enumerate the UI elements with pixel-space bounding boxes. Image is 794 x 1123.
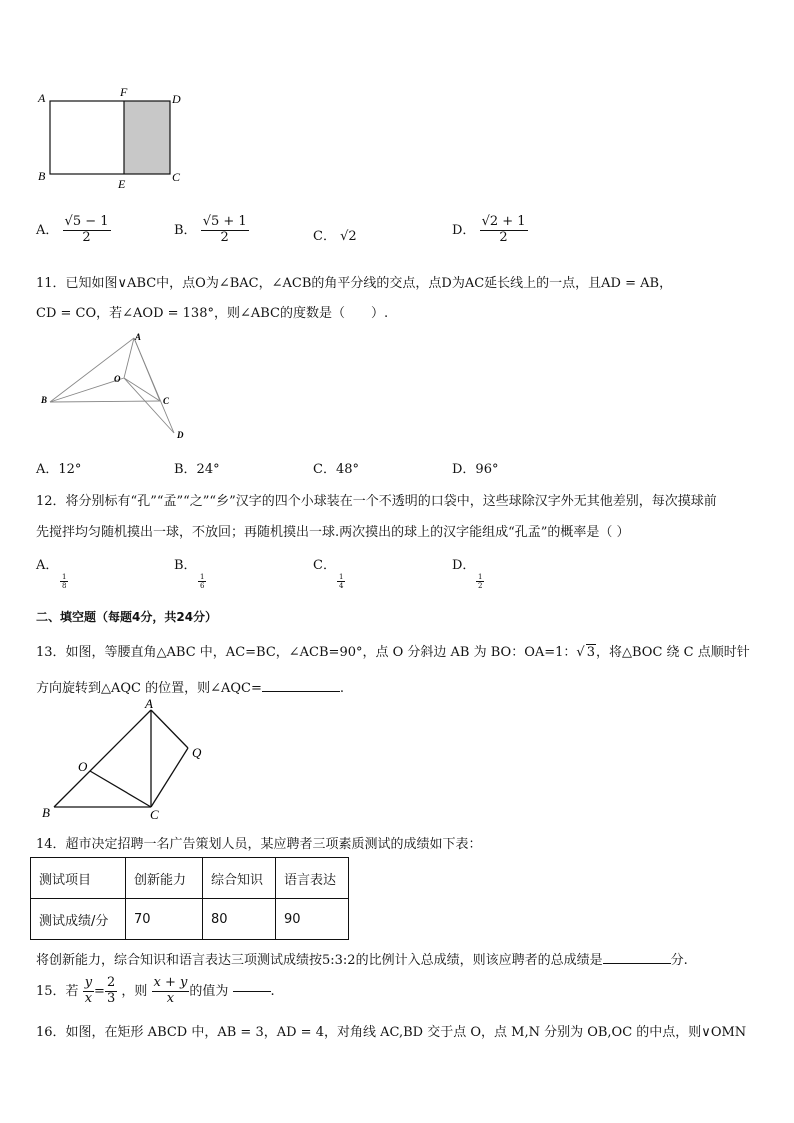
q14-intro: 14．超市决定招聘一名广告策划人员，某应聘者三项素质测试的成绩如下表：: [36, 837, 482, 852]
table-cell: 70: [126, 899, 203, 940]
table-cell: 测试项目: [31, 858, 126, 899]
q13-text: 方向旋转到△AQC 的位置，则∠AQC=: [36, 681, 262, 696]
option-label: A．: [36, 222, 59, 238]
table-cell: 90: [276, 899, 349, 940]
label-c: C: [163, 396, 170, 406]
q13-text-a: 13．如图，等腰直角△ABC 中，AC=BC，∠ACB=90°，点 O 分斜边 AB 为 BO：OA=1：: [36, 645, 577, 660]
q11-option-a[interactable]: A．12°: [36, 462, 82, 477]
q10-option-c[interactable]: [313, 225, 357, 244]
q15-end: .: [270, 983, 275, 999]
label-b: B: [42, 805, 50, 820]
fraction-numerator: √5 − 1: [64, 214, 109, 229]
segment-qc: [151, 748, 188, 807]
q11-option-c[interactable]: C．48°: [313, 462, 359, 477]
table-header-row: [31, 858, 349, 899]
segment-ba: [50, 338, 134, 402]
q13-figure: [38, 698, 218, 820]
label-e: E: [118, 177, 126, 191]
table-cell: 语言表达: [276, 858, 349, 899]
table-cell: 创新能力: [126, 858, 203, 899]
table-cell: 测试成绩/分: [31, 899, 126, 940]
fraction-denominator: 6: [200, 582, 205, 591]
table-row: [31, 899, 349, 940]
q13-line-2: [36, 677, 344, 696]
fraction-denominator: 2: [82, 229, 91, 245]
fraction-numerator: 1: [339, 573, 344, 581]
fraction-denominator: x: [166, 990, 175, 1006]
segment-bc: [50, 401, 160, 402]
fraction-numerator: 1: [200, 573, 205, 581]
q10-figure: [34, 84, 194, 194]
fraction-numerator: √2 + 1: [481, 214, 526, 229]
q15-prefix: 15．若: [36, 983, 79, 999]
q12-line-2: 先搅拌均匀随机摸出一球，不放回；再随机摸出一球.两次摸出的球上的汉字能组成“孔孟”的概率是（ ）: [36, 525, 630, 540]
label-d: D: [172, 92, 181, 106]
q12-line-1: 12．将分别标有“孔”“孟”“之”“乡”汉字的四个小球装在一个不透明的口袋中，这些球除汉字外无其他差别，每次摸球前: [36, 494, 717, 509]
label-b: B: [41, 395, 48, 405]
q15-mid: ，则: [121, 983, 148, 999]
fraction-denominator: x: [84, 990, 93, 1006]
fraction-denominator: 4: [339, 582, 344, 591]
q11-line-1: 11．已知如图∨ABC中，点O为∠BAC，∠ACB的角平分线的交点，点D为AC延长线上的一点，且AD = AB，: [36, 276, 673, 291]
q14-end: 分.: [670, 953, 688, 968]
q12-option-c[interactable]: [313, 554, 345, 590]
label-c: C: [172, 170, 181, 184]
q14-text: 将创新能力，综合知识和语言表达三项测试成绩按5:3:2的比例计入总成绩，则该应聘者的总成绩是: [36, 953, 603, 968]
q10-option-d[interactable]: [452, 215, 528, 246]
shaded-rectangle-fedc: [124, 101, 170, 174]
fraction-numerator: x + y: [153, 975, 188, 990]
fraction-numerator: √5 + 1: [202, 214, 247, 229]
label-o: O: [114, 374, 121, 384]
q10-option-b[interactable]: [174, 215, 249, 246]
segment-bo: [50, 378, 124, 402]
scores-table: [30, 857, 349, 940]
option-value: √2: [340, 229, 357, 244]
equals-sign: =: [94, 983, 105, 999]
label-a: A: [38, 91, 46, 105]
sqrt-radicand: 3: [586, 645, 595, 660]
q13-text-b: ，将△BOC 绕 C 点顺时针: [596, 645, 750, 660]
sqrt-sign: √: [576, 645, 585, 660]
fraction-denominator: 8: [62, 582, 67, 591]
option-label: D．: [452, 222, 476, 238]
label-c: C: [150, 807, 159, 820]
option-label: C．: [313, 558, 336, 573]
q11-figure: [36, 328, 196, 446]
fraction-denominator: 3: [106, 990, 116, 1006]
option-label: A．: [36, 558, 59, 573]
label-d: D: [177, 430, 184, 440]
fraction-denominator: 2: [220, 229, 229, 245]
fraction-denominator: 2: [499, 229, 508, 245]
fraction-numerator: 1: [62, 573, 67, 581]
segment-oc: [90, 771, 151, 807]
q10-option-a[interactable]: [36, 215, 111, 246]
q12-option-a[interactable]: [36, 554, 68, 590]
label-a: A: [145, 698, 153, 711]
q11-line-2: CD = CO，若∠AOD = 138°，则∠ABC的度数是（ ）.: [36, 306, 389, 321]
q16-line: 16．如图，在矩形 ABCD 中，AB = 3，AD = 4，对角线 AC,BD 交于点 O，点 M,N 分别为 OB,OC 的中点，则∨OMN: [36, 1025, 747, 1040]
section-heading-fill-in: 二、填空题（每题4分，共24分）: [36, 610, 218, 624]
label-o: O: [78, 759, 88, 774]
answer-blank[interactable]: [262, 691, 340, 692]
answer-blank[interactable]: [603, 963, 671, 964]
fraction-denominator: 2: [478, 582, 483, 591]
table-cell: 综合知识: [203, 858, 276, 899]
segment-ba: [54, 710, 151, 807]
q12-option-d[interactable]: [452, 554, 484, 590]
answer-blank[interactable]: [233, 991, 271, 992]
segment-aq: [151, 710, 188, 748]
option-label: D．: [452, 558, 476, 573]
q11-option-d[interactable]: D．96°: [452, 462, 499, 477]
table-cell: 80: [203, 899, 276, 940]
label-f: F: [120, 85, 128, 99]
fraction-numerator: y: [84, 975, 93, 990]
label-b: B: [38, 169, 46, 183]
q14-after: [36, 949, 688, 968]
q13-line-1: [36, 641, 750, 660]
q13-end: .: [339, 681, 345, 696]
fraction-numerator: 2: [106, 975, 116, 990]
label-a: A: [135, 332, 142, 342]
fraction-numerator: 1: [478, 573, 483, 581]
segment-ac: [134, 338, 160, 401]
option-label: B．: [174, 222, 197, 238]
q11-option-b[interactable]: B．24°: [174, 462, 220, 477]
q12-option-b[interactable]: [174, 554, 206, 590]
option-label: B．: [174, 558, 197, 573]
option-label: C．: [313, 229, 336, 244]
q15-line: [36, 976, 275, 1007]
q15-suffix: 的值为: [189, 983, 229, 999]
label-q: Q: [192, 745, 202, 760]
